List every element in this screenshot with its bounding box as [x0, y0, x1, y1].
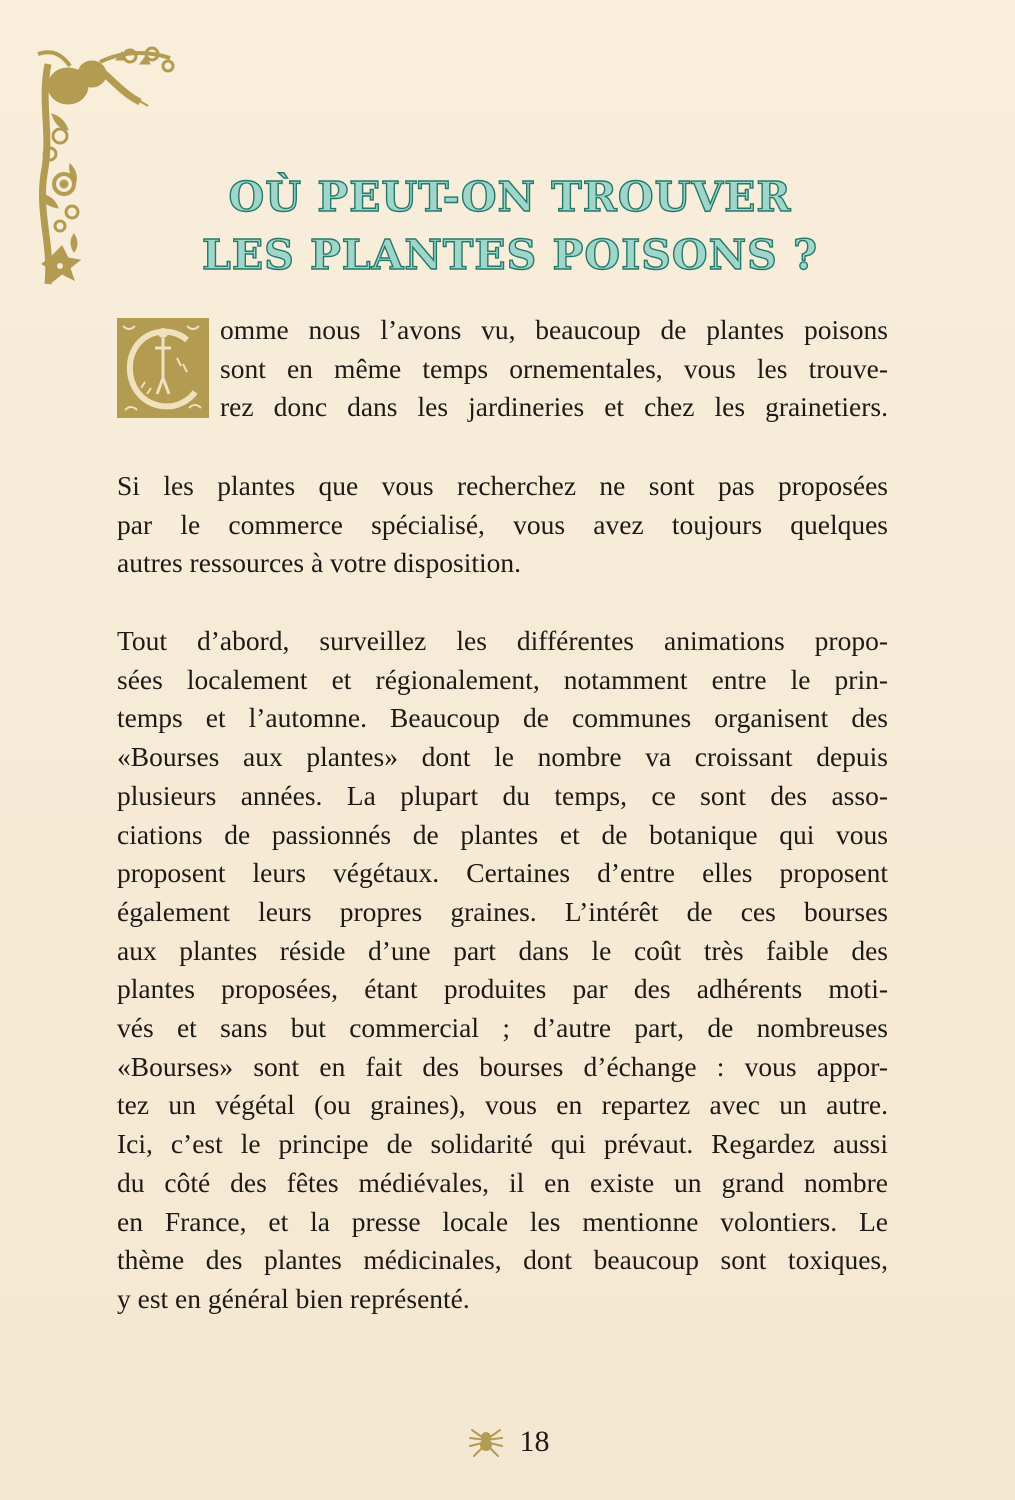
text-line: aux plantes réside d’une part dans le coût très faible des [117, 934, 888, 966]
text-line: y est en général bien représenté. [117, 1282, 470, 1314]
paragraph-2 [117, 467, 888, 583]
illuminated-letter-c-icon [117, 318, 209, 418]
text-line: sont en même temps ornementales, vous les trouve- [220, 352, 888, 384]
text-line: temps et l’automne. Beaucoup de communes organisent des [117, 702, 888, 734]
title-line: LES PLANTES POISONS ? [202, 231, 818, 279]
title-line: OÙ PEUT-ON TROUVER [228, 173, 792, 221]
text-line: également leurs propres graines. L’intérêt de ces bourses [117, 895, 888, 927]
text-line: «Bourses» sont en fait des bourses d’échange : vous appor- [117, 1050, 888, 1082]
text-line: ciations de passionnés de plantes et de botanique qui vous [117, 818, 888, 850]
text-line: rez donc dans les jardineries et chez les grainetiers. [220, 391, 888, 423]
page-number: 18 [519, 1425, 550, 1458]
paragraph-1 [220, 311, 888, 427]
page-title [160, 168, 860, 284]
text-line: tez un végétal (ou graines), vous en repartez avec un autre. [117, 1089, 888, 1121]
text-line: «Bourses aux plantes» dont le nombre va croissant depuis [117, 741, 888, 773]
text-line: vés et sans but commercial ; d’autre part, de nombreuses [117, 1012, 888, 1044]
text-line: Ici, c’est le principe de solidarité qui prévaut. Regardez aussi [117, 1128, 888, 1160]
text-line: autres ressources à votre disposition. [117, 547, 522, 579]
snake-vine-ornament-icon [30, 44, 175, 289]
text-line: proposent leurs végétaux. Certaines d’entre elles proposent [117, 857, 888, 889]
text-line: du côté des fêtes médiévales, il en existe un grand nombre [117, 1166, 888, 1198]
text-line: en France, et la presse locale les mentionne volontiers. Le [117, 1205, 888, 1237]
spider-icon [466, 1424, 506, 1460]
text-line: sées localement et régionalement, notamment entre le prin- [117, 663, 888, 695]
text-line: Tout d’abord, surveillez les différentes animations propo- [117, 625, 888, 656]
text-line: plantes proposées, étant produites par des adhérents moti- [117, 973, 888, 1005]
text-line: Si les plantes que vous recherchez ne sont pas proposées [117, 470, 888, 501]
paragraph-3 [117, 622, 888, 1319]
text-line: omme nous l’avons vu, beaucoup de plantes poisons [220, 314, 888, 345]
text-line: thème des plantes médicinales, dont beaucoup sont toxiques, [117, 1244, 888, 1276]
page-footer [0, 1424, 1015, 1465]
text-line: plusieurs années. La plupart du temps, ce sont des asso- [117, 779, 888, 811]
text-line: par le commerce spécialisé, vous avez toujours quelques [117, 508, 888, 540]
